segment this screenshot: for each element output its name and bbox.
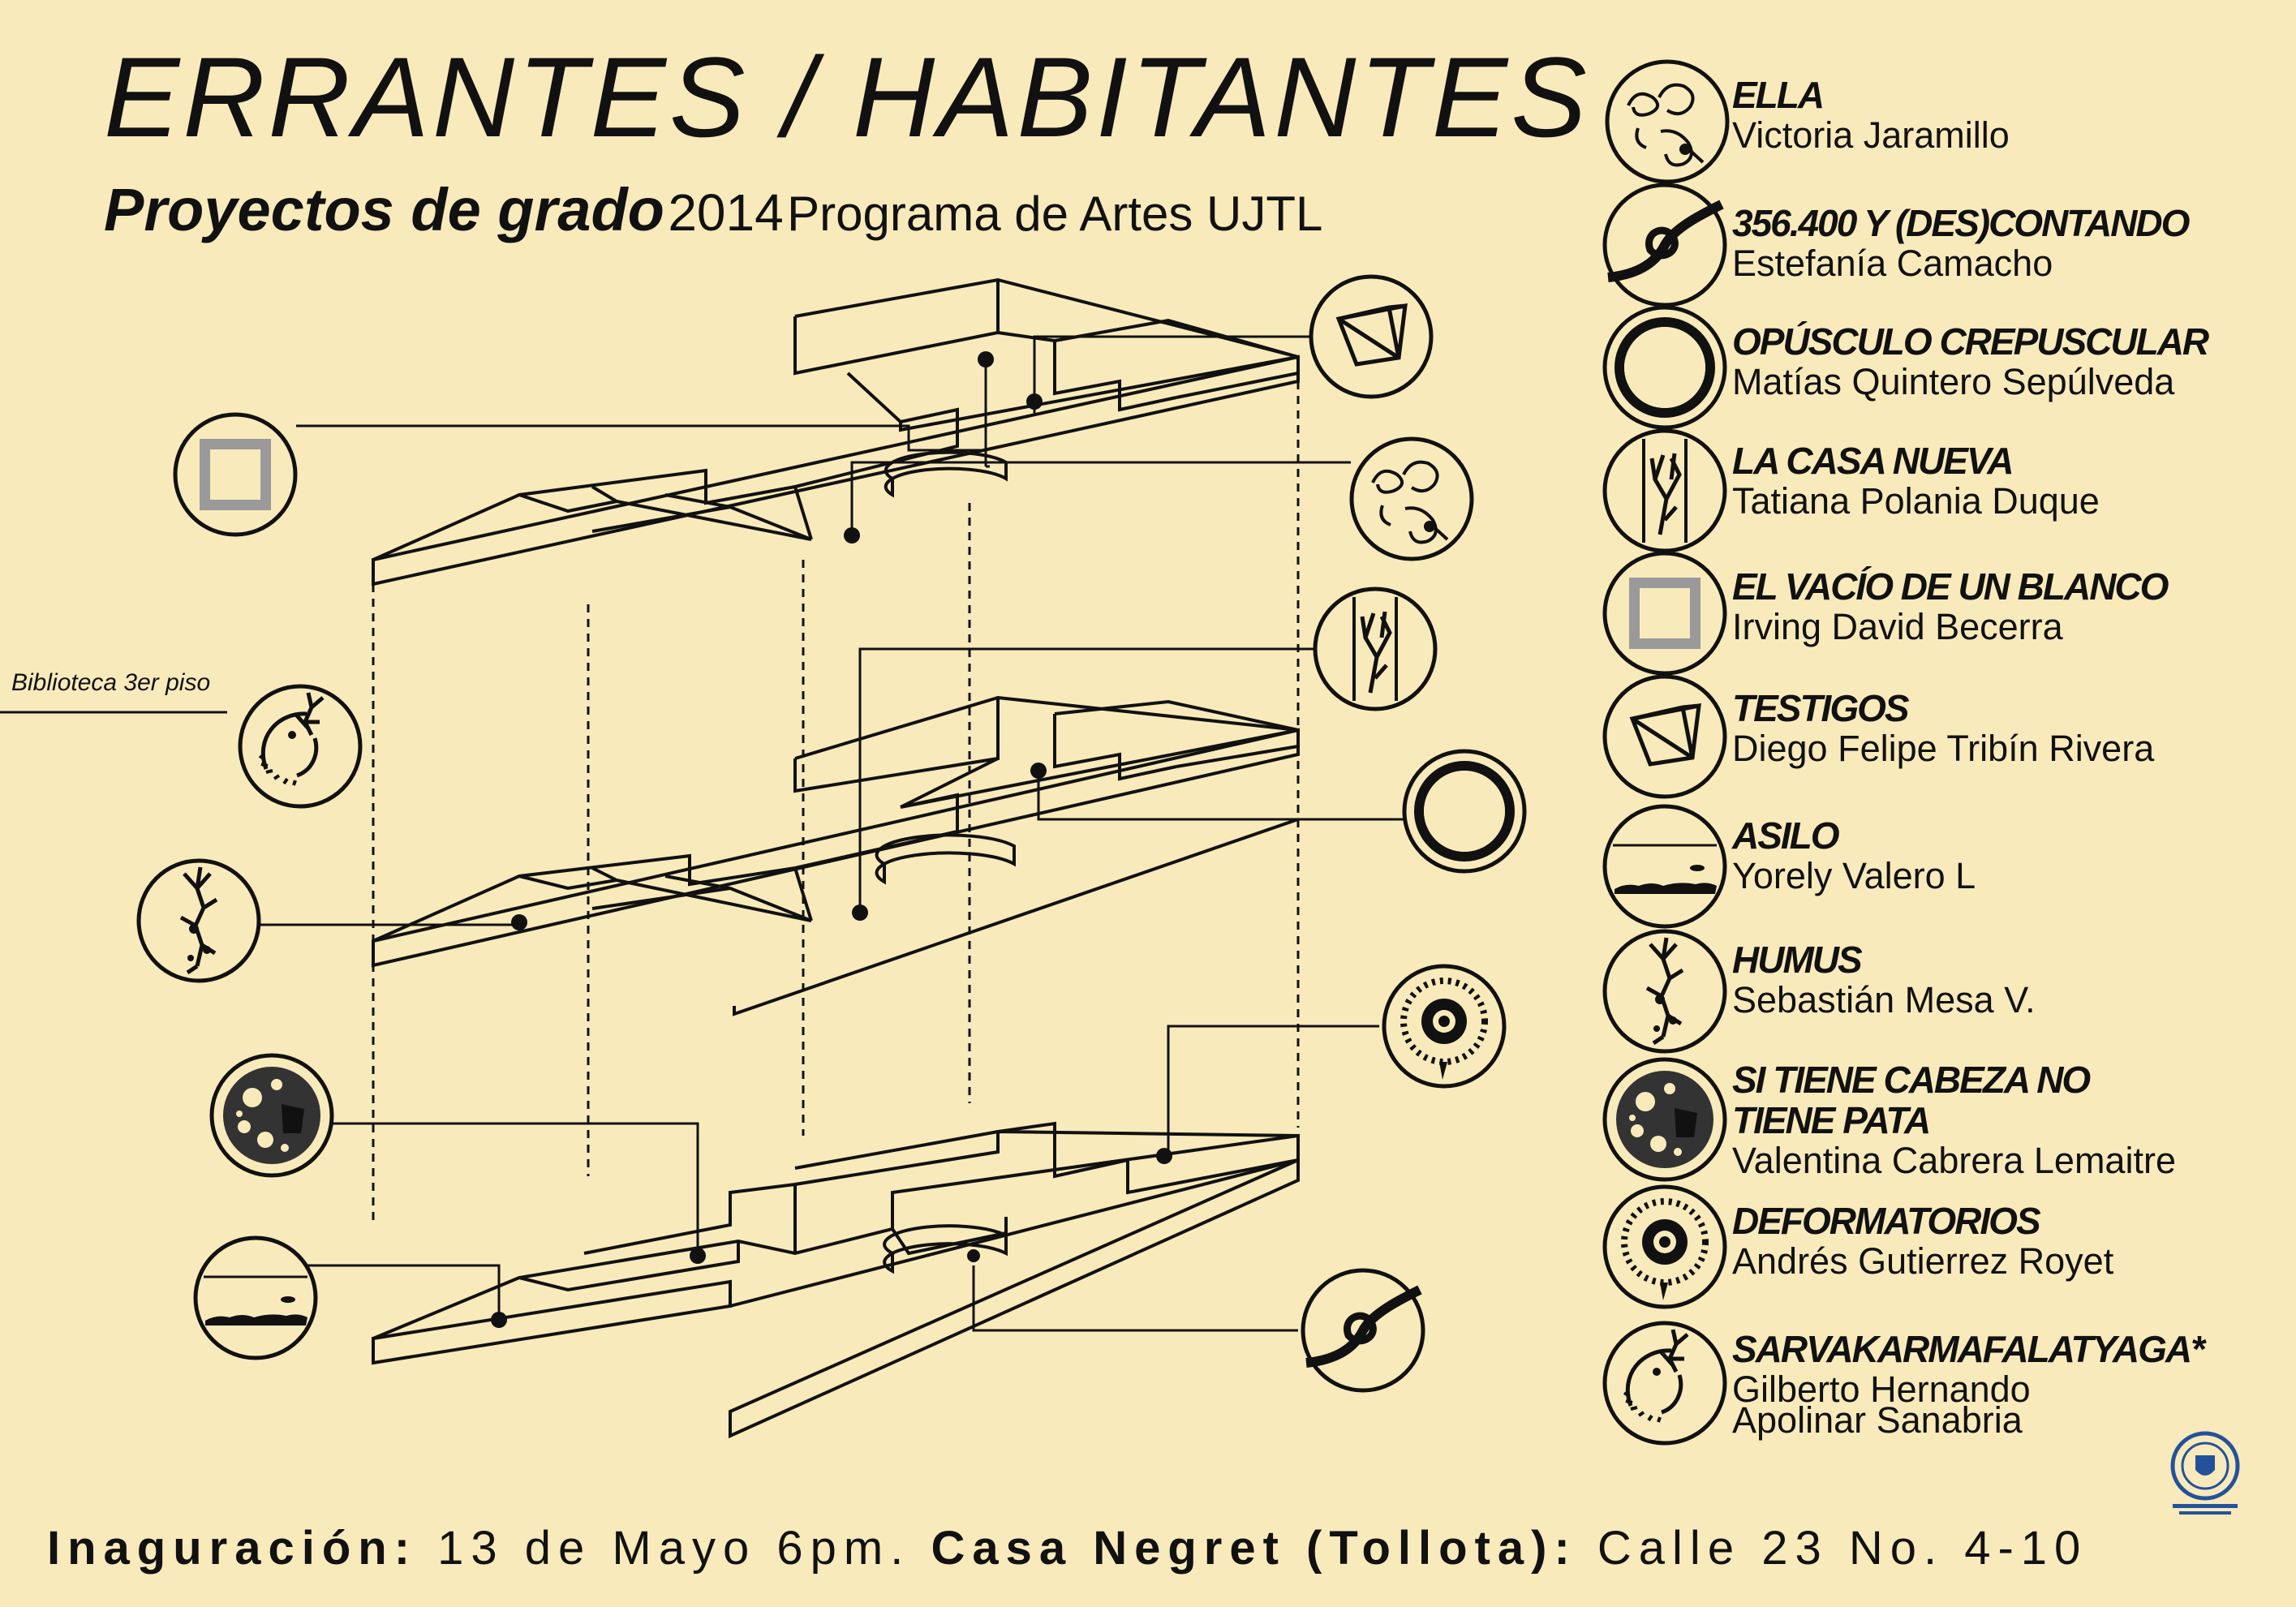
grey-square-icon	[175, 415, 295, 535]
legend-author-line2: Apolinar Sanabria	[1732, 1399, 2023, 1441]
branch-figure-icon	[1315, 589, 1435, 709]
legend-title: LA CASA NUEVA	[1732, 440, 2013, 482]
footer-inauguration	[47, 1522, 2088, 1575]
root-figure-icon	[1605, 931, 1725, 1051]
sarva-figure-icon	[1605, 1323, 1725, 1443]
legend-title: SARVAKARMAFALATYAGA*	[1732, 1328, 2204, 1370]
legend-title-line2: TIENE PATA	[1732, 1099, 1930, 1141]
legend-entry	[1732, 75, 2010, 156]
legend-author: Gilberto Hernando	[1732, 1369, 2031, 1410]
floor-3-plan	[373, 280, 1298, 1225]
cube-icon	[1311, 277, 1431, 397]
university-seal-icon	[2165, 1429, 2246, 1519]
legend-author: Yorely Valero L	[1732, 855, 1976, 896]
grey-square-icon	[1605, 553, 1725, 673]
eye-icon	[1384, 966, 1504, 1086]
dotted-sphere-icon	[212, 1055, 332, 1175]
root-figure-icon	[139, 861, 259, 981]
landscape-icon	[196, 1238, 316, 1358]
legend-icons	[1605, 62, 1727, 1443]
legend-title: TESTIGOS	[1732, 687, 1908, 729]
legend-title: 356.400 Y (DES)CONTANDO	[1732, 202, 2189, 244]
legend-title: ASILO	[1732, 814, 1838, 857]
legend-author: Irving David Becerra	[1732, 606, 2063, 647]
legend-author: Sebastián Mesa V.	[1732, 979, 2036, 1020]
legend-title: SI TIENE CABEZA NO	[1732, 1059, 2090, 1101]
ring-icon	[1404, 751, 1524, 871]
library-label: Biblioteca 3er piso	[11, 669, 211, 696]
eye-icon	[1605, 1187, 1725, 1307]
cube-icon	[1605, 677, 1725, 797]
legend-author: Tatiana Polania Duque	[1732, 480, 2100, 522]
subtitle-projects: Proyectos de grado	[104, 176, 664, 243]
knot-icon	[1605, 185, 1725, 305]
floor-2-plan	[373, 698, 1298, 1014]
legend-title: ELLA	[1732, 74, 1824, 116]
legend-entry	[1732, 203, 2188, 284]
legend-entry	[1732, 440, 2100, 522]
legend-title: EL VACÍO DE UN BLANCO	[1732, 565, 2168, 608]
legend-author: Matías Quintero Sepúlveda	[1732, 361, 2175, 402]
legend-entry	[1732, 815, 1976, 896]
legend-entry	[1732, 1329, 2204, 1441]
legend-title: OPÚSCULO CREPUSCULAR	[1732, 320, 2208, 363]
diagram-icons	[139, 277, 1524, 1390]
floor-1-plan	[373, 1124, 1298, 1436]
knot-icon	[1303, 1270, 1423, 1390]
subtitle-program: Programa de Artes UJTL	[787, 187, 1323, 241]
subtitle-year: 2014	[668, 183, 784, 242]
landscape-icon	[1605, 806, 1725, 926]
legend-title: HUMUS	[1732, 939, 1861, 981]
dotted-sphere-icon	[1605, 1059, 1725, 1179]
legend-entry	[1732, 939, 2036, 1020]
ring-icon	[1605, 307, 1725, 428]
poster-subtitle	[104, 176, 1323, 243]
legend-entry	[1732, 1059, 2176, 1181]
footer-venue: Casa Negret (Tollota):	[931, 1522, 1577, 1575]
location-dots	[491, 351, 1172, 1328]
branch-figure-icon	[1605, 431, 1725, 551]
legend-entry	[1732, 688, 2154, 769]
sarva-figure-icon	[240, 686, 360, 806]
legend-author: Estefanía Camacho	[1732, 243, 2053, 284]
legend-author: Valentina Cabrera Lemaitre	[1732, 1140, 2176, 1181]
ella-figure-icon	[1352, 439, 1472, 559]
footer-address: Calle 23 No. 4-10	[1597, 1522, 2088, 1575]
legend-entry	[1732, 566, 2167, 647]
legend-author: Andrés Gutierrez Royet	[1732, 1240, 2114, 1282]
footer-date: 13 de Mayo	[437, 1522, 757, 1575]
legend-author: Diego Felipe Tribín Rivera	[1732, 728, 2155, 769]
ella-figure-icon	[1607, 62, 1727, 182]
footer-time: 6pm.	[776, 1522, 911, 1575]
legend-entry	[1732, 321, 2208, 402]
legend-entry	[1732, 1201, 2113, 1282]
legend-title: DEFORMATORIOS	[1732, 1200, 2040, 1242]
footer-label: Inaguración:	[47, 1522, 418, 1575]
poster-title: ERRANTES / HABITANTES	[104, 33, 1590, 161]
legend-author: Victoria Jaramillo	[1732, 114, 2010, 156]
